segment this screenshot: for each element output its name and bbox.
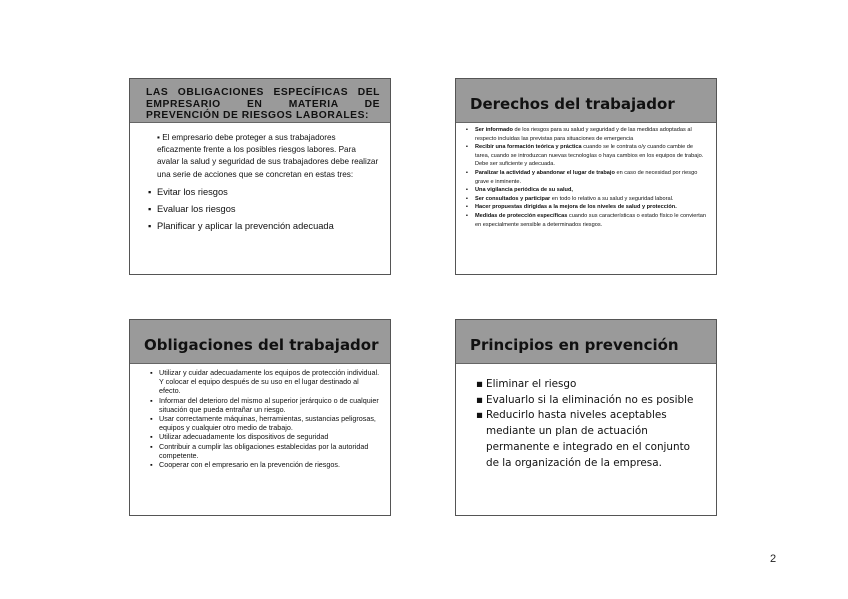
list-item: ▪ Cooperar con el empresario en la prevención de riesgos. [150,460,340,470]
bullet-icon: ▪ [466,169,468,176]
list-item: ▪ Eliminar el riesgo [476,377,706,393]
slide-4 [455,319,717,516]
intro-paragraph: ▪ El empresario debe proteger a sus trabajadores eficazmente frente a los posibles riesgos labores. Para avalar la salud y seguridad de sus trabajadores debe realizar una serie de acciones que se concretan en estas tres: [157,133,379,179]
list-item: ▪ Informar del deterioro del mismo al superior jerárquico o de cualquier situación que pueda entrañar un riesgo. [150,395,379,414]
bullet-icon: ▪ [476,393,484,406]
list-item: ▪ Reducirlo hasta niveles aceptables mediante un plan de actuación permanente e integrado en el conjunto de la organización de la empresa. [476,409,691,469]
list-item: ▪ Ser informado de los riesgos para su salud y seguridad y de las medidas adoptadas al respecto incluidas las previstas para situaciones de emergencia [466,127,692,142]
bullet-icon: ▪ [466,212,468,219]
obligations-list [150,368,380,469]
slide-2 [455,78,717,275]
slide-3 [129,319,391,516]
list-item: ▪ Contribuir a cumplir las obligaciones establecidas por la autoridad competente. [150,441,369,460]
list-item: ▪ Una vigilancia periódica de su salud, [466,187,573,194]
bullet-icon: ▪ [150,432,153,442]
bullet-icon: ▪ [148,203,152,214]
bullet-icon: ▪ [476,409,484,422]
slide-1 [129,78,391,275]
slide-body [130,123,390,235]
list-item: ▪ Hacer propuestas dirigidas a la mejora de los niveles de salud y protección. [466,204,677,211]
list-item: ▪ Evitar los riesgos [148,184,380,201]
list-item: ▪ Evaluar los riesgos [148,201,380,218]
bullet-icon: ▪ [150,414,153,424]
bullet-icon: ▪ [466,127,468,133]
list-item: ▪ Evaluarlo si la eliminación no es posible [476,393,706,409]
bullet-icon: ▪ [157,133,160,142]
slide-body [456,364,716,471]
bullet-icon: ▪ [466,144,468,151]
principles-list [476,377,706,471]
slide-body [456,123,716,229]
bullet-icon: ▪ [150,441,153,451]
action-list [148,184,380,235]
list-item: ▪ Ser consultados y participar en todo lo relativo a su salud y seguridad laboral. [466,195,674,202]
bullet-icon: ▪ [150,368,153,377]
bullet-icon: ▪ [466,195,468,202]
list-item: ▪ Paralizar la actividad y abandonar el lugar de trabajo en caso de necesidad por riesgo grave e inminente. [466,169,698,185]
slide-header [456,79,716,123]
rights-list [466,126,708,229]
bullet-icon: ▪ [150,395,153,405]
slide-title: Obligaciones del trabajador [144,336,379,354]
page-number: 2 [770,553,777,565]
slide-header [456,320,716,364]
slide-title: LAS OBLIGACIONES ESPECÍFICAS DEL EMPRESARIO EN MATERIA DE PREVENCIÓN DE RIESGOS LABORALES: [146,87,380,121]
list-item: ▪ Usar correctamente máquinas, herramientas, sustancias peligrosas, equipos y cualquier otro medio de trabajo. [150,414,376,433]
slide-body [130,364,390,469]
slide-title: Derechos del trabajador [470,95,675,113]
list-item: ▪ Recibir una formación teórica y práctica cuando se le contrata o/y cuando cambie de tarea, cuando se introduzcan nuevas tecnologías o haya cambios en los equipos de trabajo. Debe ser suficiente y adecuada. [466,144,704,168]
list-item: ▪ Utilizar adecuadamente los dispositivos de seguridad [150,432,329,442]
list-item: ▪ Utilizar y cuidar adecuadamente los equipos de protección individual. Y colocar el equipo después de su uso en el lugar destinado al efecto. [150,368,380,396]
slide-title: Principios en prevención [470,336,679,354]
bullet-icon: ▪ [466,204,468,211]
bullet-icon: ▪ [150,460,153,470]
list-item: ▪ Planificar y aplicar la prevención adecuada [148,218,380,235]
slide-header [130,79,390,123]
bullet-icon: ▪ [148,220,152,231]
list-item: ▪ Medidas de protección específicas cuando sus características o estado físico le conviertan en especialmente sensible a determinados riesgos. [466,212,707,228]
slide-header [130,320,390,364]
bullet-icon: ▪ [148,186,152,197]
bullet-icon: ▪ [476,378,484,390]
bullet-icon: ▪ [466,187,468,194]
